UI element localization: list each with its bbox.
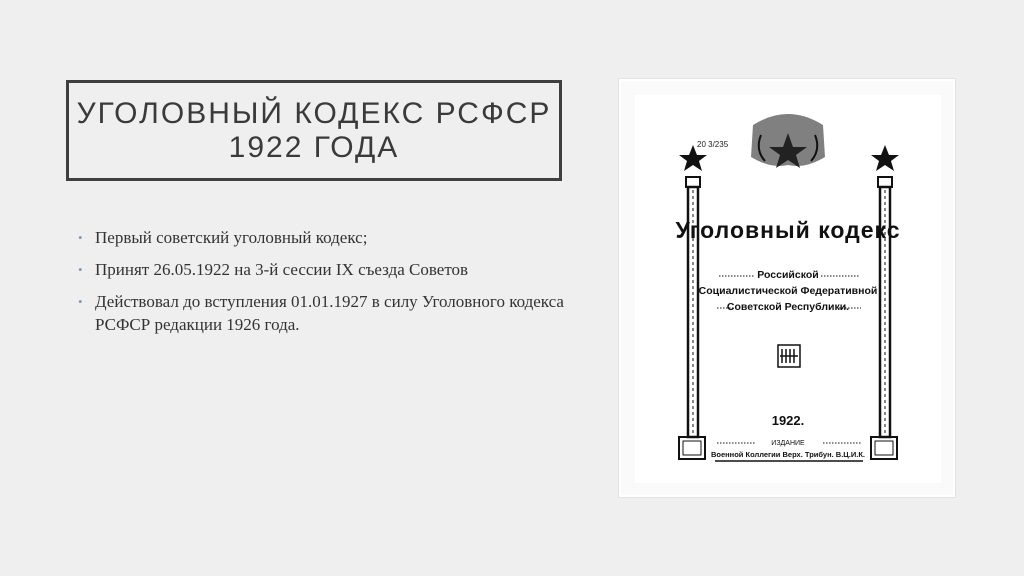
cover-year: 1922. xyxy=(771,413,805,428)
bullet-text: Принят 26.05.1922 на 3-й сессии IX съезда Советов xyxy=(95,260,469,279)
cover-publisher-line: ИЗДАНИЕ xyxy=(771,440,805,447)
title-line-2: 1922 ГОДА xyxy=(228,130,400,164)
bullet-marker: • xyxy=(78,230,83,245)
bullet-list xyxy=(78,226,578,345)
emblem-icon xyxy=(751,114,825,168)
cover-image-frame xyxy=(619,79,955,497)
bullet-text: Первый советский уголовный кодекс; xyxy=(95,228,368,247)
cover-subtitle-line: Советской Республики. xyxy=(726,301,850,313)
cover-title: Уголовный кодекс xyxy=(675,217,901,243)
title-box xyxy=(66,80,562,181)
bullet-item xyxy=(78,258,578,281)
book-cover-photo xyxy=(635,95,941,483)
monogram-icon xyxy=(778,345,800,367)
star-icon xyxy=(871,145,899,171)
cover-publisher-line: Военной Коллегии Верх. Трибун. В.Ц.И.К. xyxy=(710,450,865,459)
title-line-1: УГОЛОВНЫЙ КОДЕКС РСФСР xyxy=(76,96,552,130)
cover-subtitle-line: Российской xyxy=(757,269,819,281)
bullet-text: Действовал до вступления 01.01.1927 в силу Уголовного кодекса РСФСР редакции 1926 года. xyxy=(95,292,564,334)
cover-subtitle-line: Социалистической Федеративной xyxy=(698,285,878,297)
bullet-marker: • xyxy=(78,262,83,277)
bullet-item xyxy=(78,226,578,249)
catalog-number: 20 3/235 xyxy=(697,140,729,149)
bullet-item xyxy=(78,290,578,336)
bullet-marker: • xyxy=(78,294,83,309)
